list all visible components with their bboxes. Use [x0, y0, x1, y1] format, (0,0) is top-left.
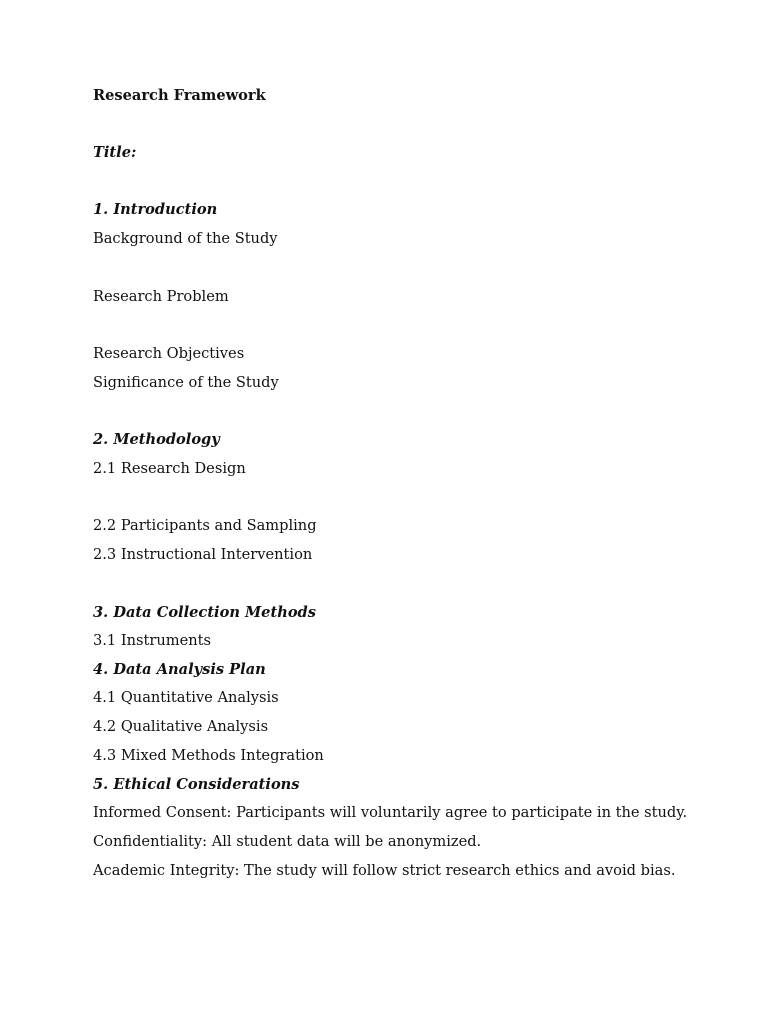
section-item: 4.3 Mixed Methods Integration — [93, 747, 324, 764]
section-item: Academic Integrity: The study will follow strict research ethics and avoid bias. — [93, 862, 676, 879]
title-label: Title: — [93, 144, 137, 161]
section-heading-introduction: 1. Introduction — [93, 201, 218, 218]
section-item: Background of the Study — [93, 230, 278, 247]
section-item: 3.1 Instruments — [93, 632, 211, 649]
document-title: Research Framework — [93, 87, 266, 104]
section-heading-ethical-considerations: 5. Ethical Considerations — [93, 776, 300, 793]
section-heading-data-analysis: 4. Data Analysis Plan — [93, 661, 266, 678]
section-item: Informed Consent: Participants will voluntarily agree to participate in the study. — [93, 804, 688, 821]
section-item: 2.1 Research Design — [93, 460, 246, 477]
section-item: Research Objectives — [93, 345, 245, 362]
section-heading-data-collection: 3. Data Collection Methods — [93, 604, 316, 621]
section-item: 4.1 Quantitative Analysis — [93, 689, 279, 706]
section-item: 2.2 Participants and Sampling — [93, 517, 317, 534]
section-item: Confidentiality: All student data will be anonymized. — [93, 833, 482, 850]
section-heading-methodology: 2. Methodology — [93, 431, 220, 448]
section-item: 2.3 Instructional Intervention — [93, 546, 313, 563]
section-item: 4.2 Qualitative Analysis — [93, 718, 269, 735]
section-item: Significance of the Study — [93, 374, 279, 391]
section-item: Research Problem — [93, 288, 229, 305]
